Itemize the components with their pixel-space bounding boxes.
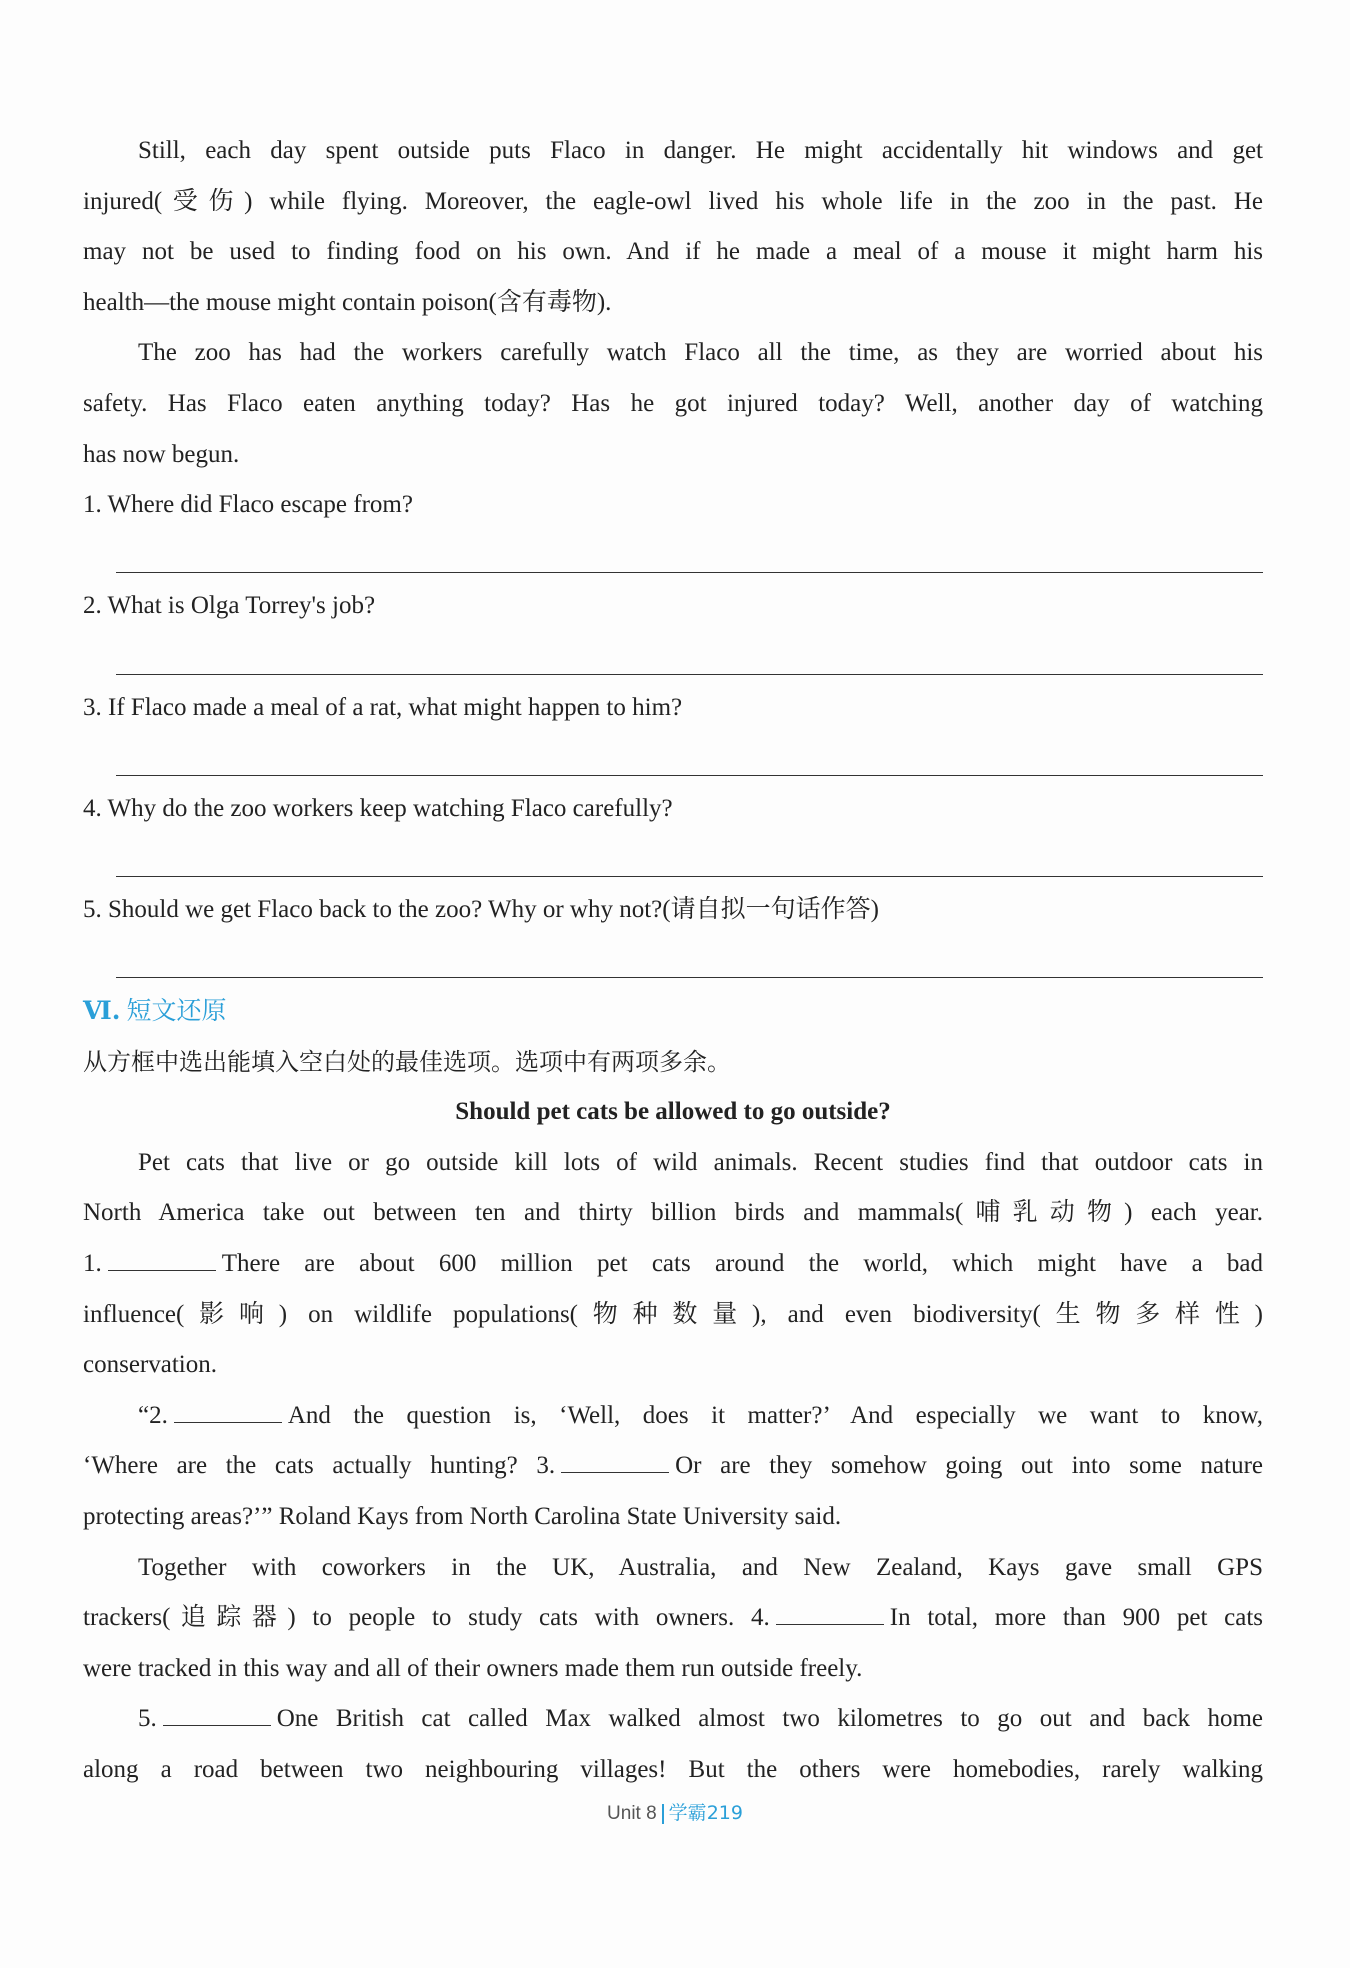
page-number: 219 bbox=[706, 1802, 743, 1824]
article-text: In total, more than 900 pet cats bbox=[889, 1604, 1263, 1632]
unit-label: Unit 8 bbox=[607, 1803, 657, 1824]
answer-line-3[interactable] bbox=[83, 733, 1263, 784]
article-text: One British cat called Max walked almost two kilometres to go out and back home bbox=[276, 1705, 1263, 1733]
question-2: 2. What is Olga Torrey's job? bbox=[83, 592, 376, 620]
page-content bbox=[83, 126, 1263, 1796]
article-text: ‘Where are the cats actually hunting? 3. bbox=[83, 1452, 556, 1480]
question-5: 5. Should we get Flaco back to the zoo? Why or why not?(请自拟一句话作答) bbox=[83, 895, 879, 923]
article-title: Should pet cats be allowed to go outside? bbox=[455, 1098, 891, 1126]
passage-line: health—the mouse might contain poison(含有毒物). bbox=[83, 288, 612, 316]
answer-line-5[interactable] bbox=[83, 936, 1263, 987]
page-footer bbox=[0, 1798, 1350, 1825]
article-text: Or are they somehow going out into some nature bbox=[675, 1452, 1263, 1480]
blank-5[interactable] bbox=[163, 1703, 271, 1726]
blank-number: 1. bbox=[83, 1250, 102, 1278]
section-instruction: 从方框中选出能填入空白处的最佳选项。选项中有两项多余。 bbox=[83, 1047, 731, 1076]
passage-line: injured(受伤) while flying. Moreover, the eagle-owl lived his whole life in the zoo in the past. He bbox=[83, 187, 1263, 215]
article-line bbox=[83, 1239, 1263, 1290]
blank-1[interactable] bbox=[108, 1248, 216, 1271]
article-text: And the question is, ‘Well, does it matter?’ And especially we want to know, bbox=[287, 1401, 1263, 1429]
blank-number: “2. bbox=[138, 1401, 168, 1429]
question-4: 4. Why do the zoo workers keep watching Flaco carefully? bbox=[83, 794, 673, 822]
article-line: were tracked in this way and all of their owners made them run outside freely. bbox=[83, 1654, 863, 1682]
section-title: 短文还原 bbox=[126, 996, 227, 1026]
article-line bbox=[83, 1391, 1263, 1442]
passage-line: safety. Has Flaco eaten anything today? Has he got injured today? Well, another day of watching bbox=[83, 389, 1263, 417]
answer-line-1[interactable] bbox=[83, 531, 1263, 582]
question-1: 1. Where did Flaco escape from? bbox=[83, 491, 413, 519]
article-line bbox=[83, 1441, 1263, 1492]
article-line: conservation. bbox=[83, 1351, 217, 1379]
article-line bbox=[83, 1593, 1263, 1644]
article-text: There are about 600 million pet cats around the world, which might have a bad bbox=[221, 1250, 1263, 1278]
article-line: along a road between two neighbouring villages! But the others were homebodies, rarely walking bbox=[83, 1756, 1263, 1783]
passage-line: The zoo has had the workers carefully watch Flaco all the time, as they are worried about his bbox=[138, 339, 1263, 367]
article-line: protecting areas?’” Roland Kays from North Carolina State University said. bbox=[83, 1503, 842, 1531]
article-line: Pet cats that live or go outside kill lots of wild animals. Recent studies find that outdoor cats in bbox=[138, 1148, 1263, 1176]
question-3: 3. If Flaco made a meal of a rat, what might happen to him? bbox=[83, 693, 683, 721]
passage-line: Still, each day spent outside puts Flaco in danger. He might accidentally hit windows and get bbox=[138, 137, 1263, 164]
blank-4[interactable] bbox=[776, 1602, 884, 1625]
blank-3[interactable] bbox=[561, 1450, 669, 1473]
brand-label: 学霸 bbox=[668, 1802, 707, 1824]
article-line bbox=[83, 1694, 1263, 1745]
article-line: North America take out between ten and thirty billion birds and mammals(哺乳动物) each year. bbox=[83, 1199, 1263, 1227]
answer-line-4[interactable] bbox=[83, 834, 1263, 885]
answer-line-2[interactable] bbox=[83, 632, 1263, 683]
blank-number: 5. bbox=[138, 1705, 157, 1733]
passage-line: may not be used to finding food on his own. And if he made a meal of a mouse it might harm his bbox=[83, 238, 1263, 266]
footer-divider bbox=[662, 1804, 664, 1824]
article-line: Together with coworkers in the UK, Australia, and New Zealand, Kays gave small GPS bbox=[138, 1553, 1263, 1581]
blank-2[interactable] bbox=[174, 1400, 282, 1423]
passage-line: has now begun. bbox=[83, 440, 240, 468]
section-heading bbox=[83, 986, 1263, 1037]
section-number: Ⅵ. bbox=[83, 996, 121, 1026]
article-line: influence(影响) on wildlife populations(物种数量), and even biodiversity(生物多样性) bbox=[83, 1300, 1263, 1328]
article-text: trackers(追踪器) to people to study cats with owners. 4. bbox=[83, 1604, 770, 1632]
